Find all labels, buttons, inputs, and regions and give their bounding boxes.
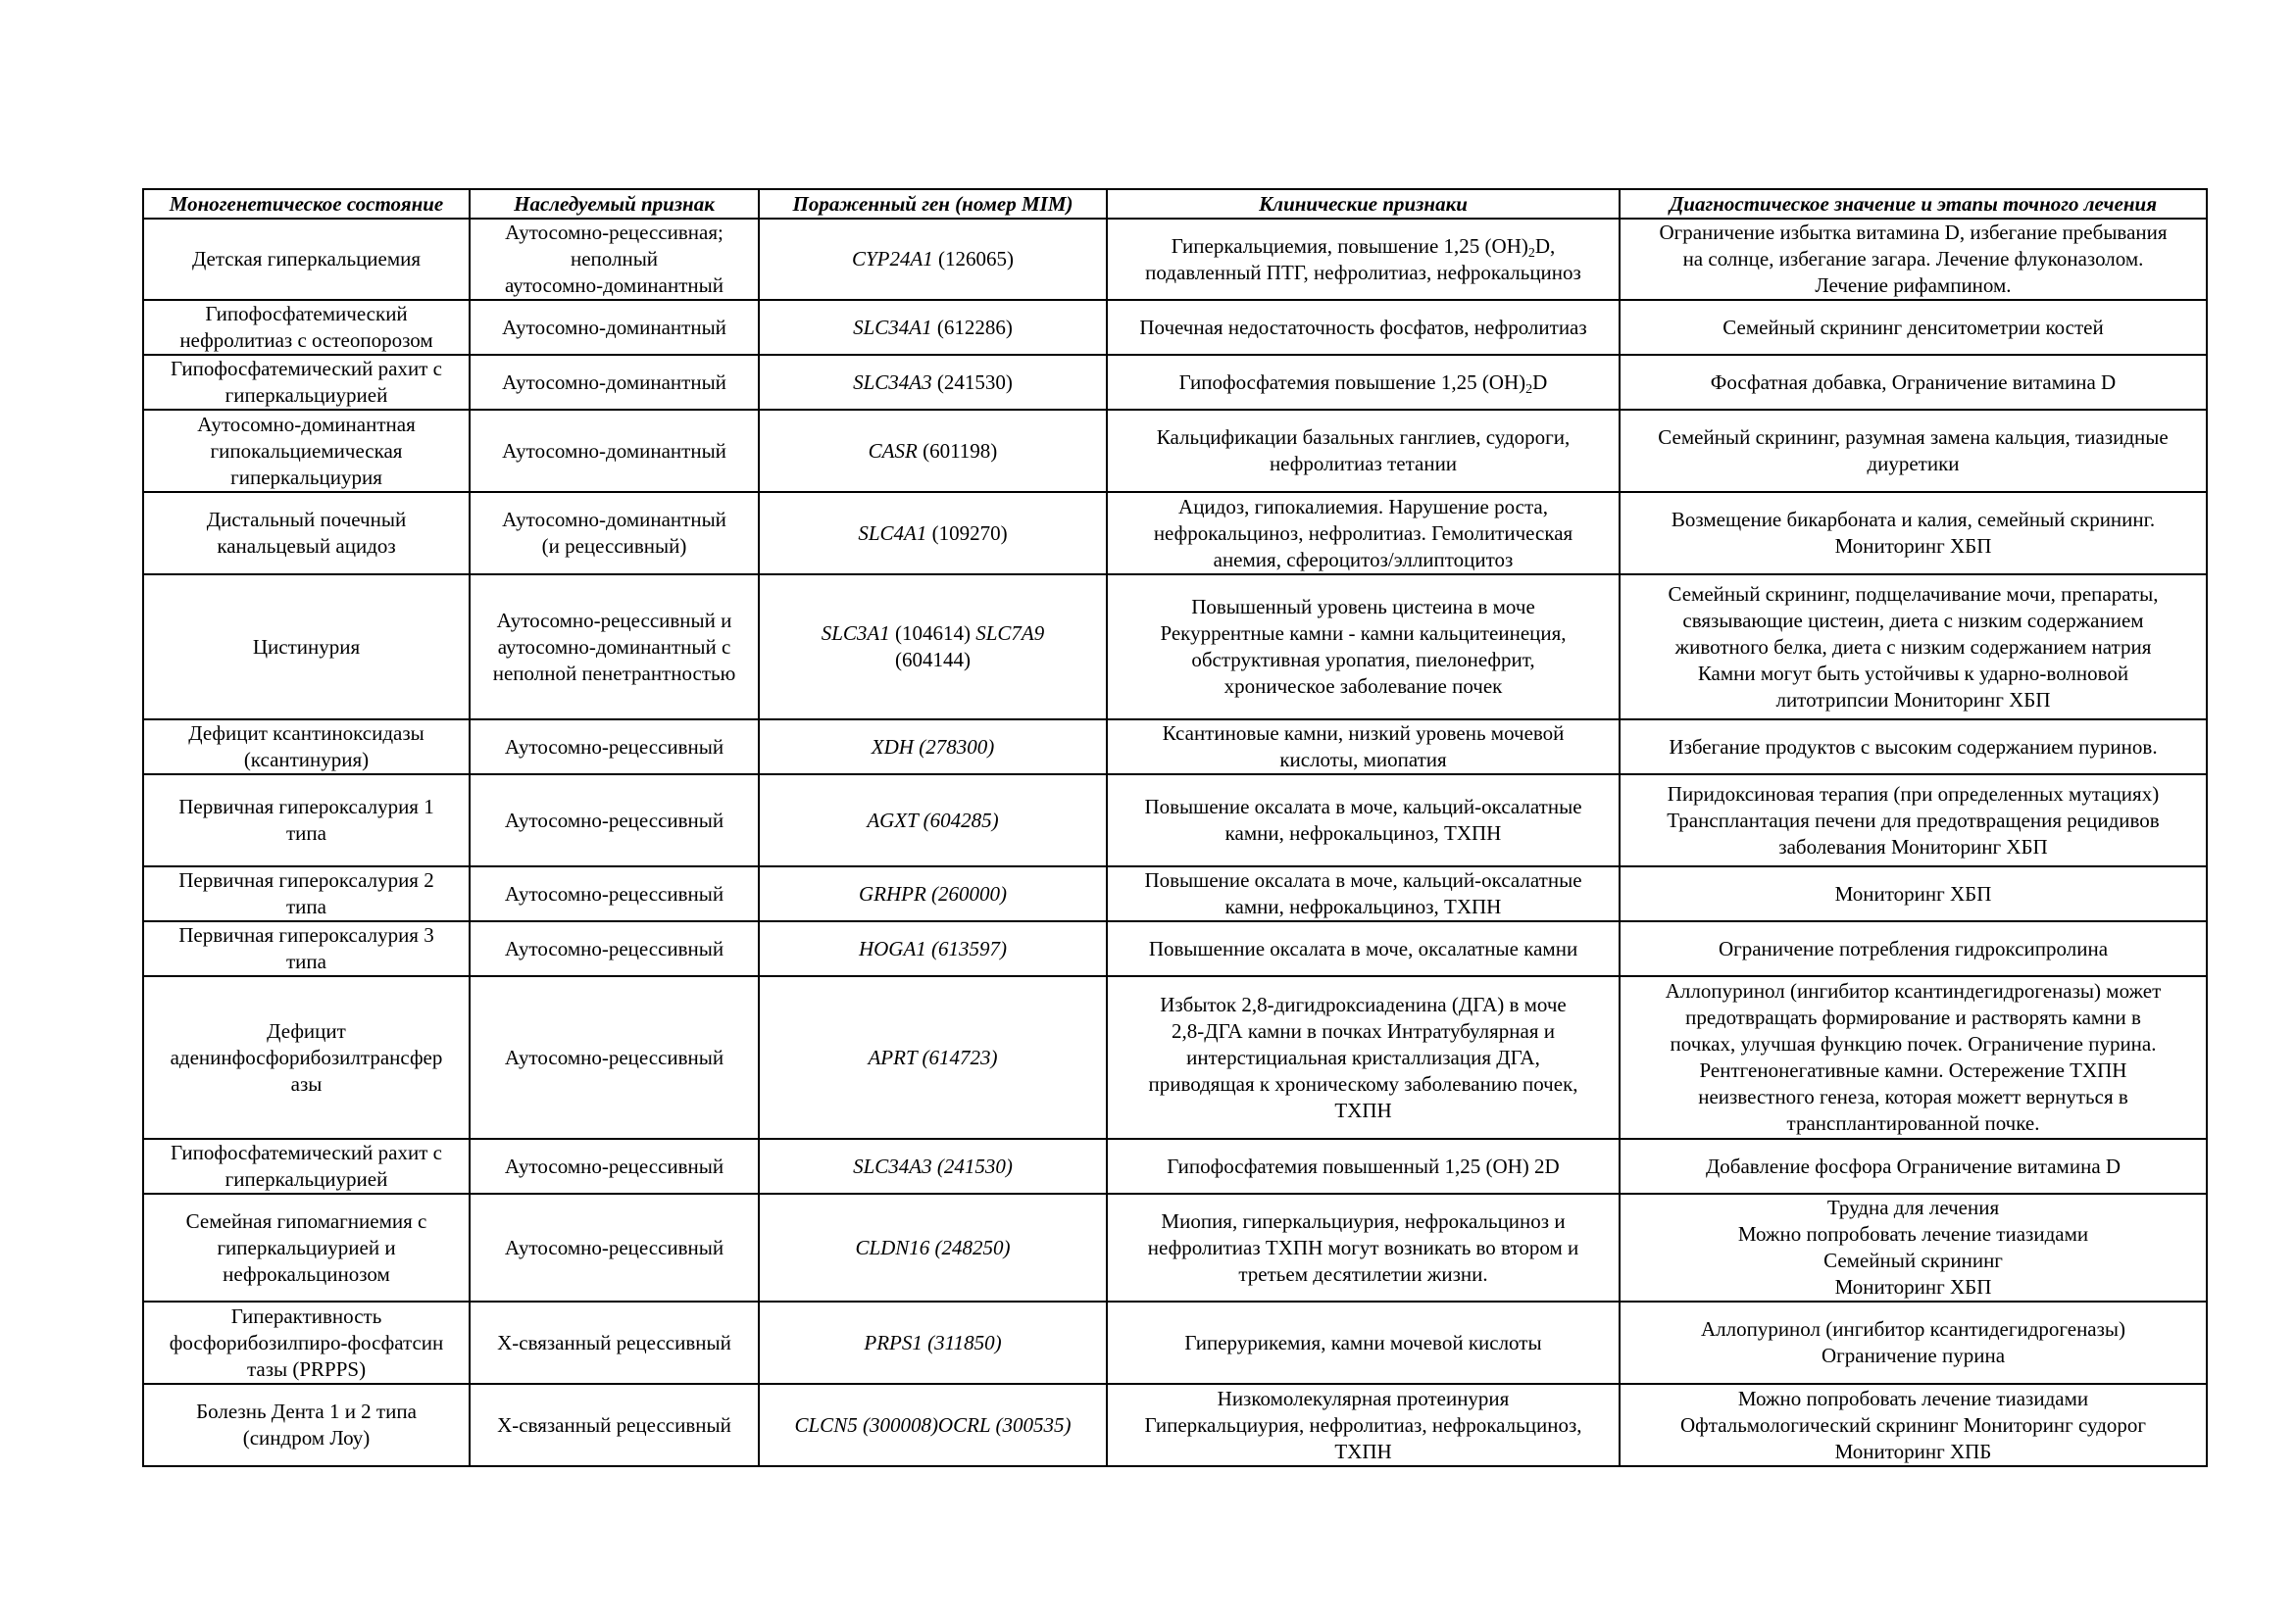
treatment-text: Семейный скрининг денситометрии костей xyxy=(1722,315,2104,339)
cell-clinical-signs xyxy=(1107,219,1620,300)
inheritance-text: Аутосомно-рецессивный xyxy=(504,881,724,906)
cell-clinical-signs xyxy=(1107,1302,1620,1384)
header-condition: Моногенетическое состояние xyxy=(143,189,470,219)
inheritance-text: Аутосомно-рецессивный xyxy=(504,1154,724,1178)
subscript-text: 2 xyxy=(1527,245,1535,261)
cell-inheritance xyxy=(470,574,759,719)
treatment-text: Ограничение избытка витамина D, избегание пребывания на солнце, избегание загара. Лечение флуконазолом. Лечение рифампином. xyxy=(1659,221,2168,297)
cell-treatment xyxy=(1620,300,2207,355)
cell-clinical-signs xyxy=(1107,866,1620,921)
clinical-signs-text: Повышение оксалата в моче, кальций-оксалатные камни, нефрокальциноз, ТХПН xyxy=(1144,868,1582,918)
cell-inheritance xyxy=(470,866,759,921)
cell-inheritance xyxy=(470,921,759,976)
cell-gene xyxy=(759,774,1107,866)
inheritance-text: Аутосомно-рецессивный xyxy=(504,1235,724,1259)
cell-treatment xyxy=(1620,1139,2207,1194)
cell-condition xyxy=(143,719,470,774)
clinical-signs-text: Повышение оксалата в моче, кальций-оксалатные камни, нефрокальциноз, ТХПН xyxy=(1144,795,1582,845)
table-row xyxy=(143,1302,2207,1384)
cell-treatment xyxy=(1620,410,2207,492)
gene-mim: (612286) xyxy=(931,315,1013,339)
clinical-signs-text-cont: D xyxy=(1532,369,1548,394)
gene-name: SLC34A3 xyxy=(853,369,932,394)
cell-treatment xyxy=(1620,921,2207,976)
table-row xyxy=(143,300,2207,355)
gene-name: CASR xyxy=(868,438,918,463)
inheritance-text: Аутосомно-рецессивная; неполный аутосомно-доминантный xyxy=(505,221,724,297)
condition-text: Первичная гипероксалурия 3 типа xyxy=(178,923,434,973)
inheritance-text: X-связанный рецессивный xyxy=(497,1412,731,1437)
cell-inheritance xyxy=(470,1384,759,1466)
treatment-text: Мониторинг ХБП xyxy=(1834,881,1992,906)
cell-treatment xyxy=(1620,574,2207,719)
cell-clinical-signs xyxy=(1107,719,1620,774)
cell-gene xyxy=(759,219,1107,300)
cell-gene xyxy=(759,921,1107,976)
gene-mim: (241530) xyxy=(931,369,1013,394)
gene-name: CLCN5 (300008)OCRL (300535) xyxy=(794,1412,1072,1437)
cell-condition xyxy=(143,219,470,300)
inheritance-text: X-связанный рецессивный xyxy=(497,1330,731,1354)
table-row xyxy=(143,410,2207,492)
gene-name: GRHPR (260000) xyxy=(858,881,1008,906)
gene-name: PRPS1 (311850) xyxy=(864,1330,1002,1354)
clinical-signs-text: Гипофосфатемия повышение 1,25 (OH) xyxy=(1178,369,1526,394)
table-row xyxy=(143,1139,2207,1194)
cell-treatment xyxy=(1620,719,2207,774)
gene-mim: (601198) xyxy=(917,438,998,463)
clinical-signs-text: Почечная недостаточность фосфатов, нефролитиаз xyxy=(1139,315,1587,339)
cell-gene xyxy=(759,976,1107,1139)
condition-text: Первичная гипероксалурия 2 типа xyxy=(178,868,434,918)
table-row xyxy=(143,492,2207,574)
condition-text: Гипофосфатемический рахит с гиперкальциурией xyxy=(171,357,442,407)
gene-name: CYP24A1 xyxy=(851,247,933,270)
cell-condition xyxy=(143,866,470,921)
cell-condition xyxy=(143,1302,470,1384)
gene-name: APRT (614723) xyxy=(868,1045,998,1069)
condition-text: Гипофосфатемический рахит с гиперкальциурией xyxy=(171,1141,442,1191)
monogenic-conditions-table xyxy=(142,188,2208,1467)
table-row xyxy=(143,719,2207,774)
inheritance-text: Аутосомно-доминантный (и рецессивный) xyxy=(502,508,726,558)
cell-clinical-signs xyxy=(1107,976,1620,1139)
cell-inheritance xyxy=(470,1194,759,1302)
cell-gene xyxy=(759,1384,1107,1466)
treatment-text: Добавление фосфора Ограничение витамина D xyxy=(1705,1154,2121,1178)
table-row xyxy=(143,976,2207,1139)
cell-clinical-signs xyxy=(1107,921,1620,976)
condition-text: Цистинурия xyxy=(252,634,361,659)
inheritance-text: Аутосомно-рецессивный xyxy=(504,808,724,832)
gene-name: HOGA1 (613597) xyxy=(858,936,1008,960)
cell-inheritance xyxy=(470,355,759,410)
clinical-signs-text-cont: D, подавленный ПТГ, нефролитиаз, нефрокальциноз xyxy=(1145,233,1581,284)
cell-treatment xyxy=(1620,1194,2207,1302)
cell-condition xyxy=(143,410,470,492)
gene-name: CLDN16 (248250) xyxy=(855,1235,1011,1259)
table-row xyxy=(143,866,2207,921)
cell-gene xyxy=(759,866,1107,921)
condition-text: Детская гиперкальциемия xyxy=(191,247,422,270)
cell-clinical-signs xyxy=(1107,774,1620,866)
gene-name: AGXT (604285) xyxy=(867,808,999,832)
cell-clinical-signs xyxy=(1107,300,1620,355)
inheritance-text: Аутосомно-доминантный xyxy=(502,369,726,394)
cell-inheritance xyxy=(470,1302,759,1384)
cell-inheritance xyxy=(470,719,759,774)
clinical-signs-text: Повышенный уровень цистеина в моче Рекуррентные камни - камни кальцитеинеция, обструктивная уропатия, пиелонефрит, хроническое заболевание почек xyxy=(1160,595,1567,698)
gene-mim: (126065) xyxy=(932,247,1015,270)
condition-text: Аутосомно-доминантная гипокальциемическая гиперкальциурия xyxy=(197,412,416,489)
table-row xyxy=(143,355,2207,410)
inheritance-text: Аутосомно-доминантный xyxy=(502,438,726,463)
cell-condition xyxy=(143,492,470,574)
clinical-signs-text: Ацидоз, гипокалиемия. Нарушение роста, нефрокальциноз, нефролитиаз. Гемолитическая анемия, сфероцитоз/эллиптоцитоз xyxy=(1153,494,1573,571)
cell-clinical-signs xyxy=(1107,355,1620,410)
cell-treatment xyxy=(1620,866,2207,921)
cell-gene xyxy=(759,1139,1107,1194)
treatment-text: Семейный скрининг, разумная замена кальция, тиазидные диуретики xyxy=(1658,425,2169,475)
cell-clinical-signs xyxy=(1107,1384,1620,1466)
cell-condition xyxy=(143,1384,470,1466)
condition-text: Болезнь Дента 1 и 2 типа (синдром Лоу) xyxy=(196,1400,417,1450)
cell-inheritance xyxy=(470,300,759,355)
clinical-signs-text: Низкомолекулярная протеинурия Гиперкальциурия, нефролитиаз, нефрокальциноз, ТХПН xyxy=(1144,1386,1582,1463)
condition-text: Гипофосфатемический нефролитиаз с остеопорозом xyxy=(179,302,433,352)
gene-mim: (109270) xyxy=(926,520,1008,545)
table-row xyxy=(143,574,2207,719)
treatment-text: Ограничение потребления гидроксипролина xyxy=(1718,936,2109,960)
header-inheritance: Наследуемый признак xyxy=(470,189,759,219)
cell-clinical-signs xyxy=(1107,1139,1620,1194)
cell-clinical-signs xyxy=(1107,574,1620,719)
treatment-text: Аллопуринол (ингибитор ксантиндегидрогеназы) может предотвращать формирование и растворять камни в почках, улучшая функцию почек. Ограничение пурина. Рентгенонегативные камни. Остережение ТХПН неизвестного генеза, которая можетт вернуться в трансплантированной почке. xyxy=(1665,979,2162,1135)
cell-inheritance xyxy=(470,492,759,574)
inheritance-text: Аутосомно-рецессивный и аутосомно-доминантный с неполной пенетрантностью xyxy=(492,608,736,685)
condition-text: Дефицит ксантиноксидазы (ксантинурия) xyxy=(188,721,424,771)
condition-text: Первичная гипероксалурия 1 типа xyxy=(178,795,434,845)
cell-condition xyxy=(143,1194,470,1302)
gene-name: XDH (278300) xyxy=(871,734,995,759)
table-row xyxy=(143,774,2207,866)
cell-condition xyxy=(143,1139,470,1194)
table-row xyxy=(143,1194,2207,1302)
condition-text: Гиперактивность фосфорибозилпиро-фосфатсин тазы (PRPPS) xyxy=(169,1303,444,1381)
cell-gene xyxy=(759,1302,1107,1384)
clinical-signs-text: Гипофосфатемия повышенный 1,25 (OH) 2D xyxy=(1167,1154,1560,1178)
cell-inheritance xyxy=(470,774,759,866)
clinical-signs-text: Кальцификации базальных ганглиев, судороги, нефролитиаз тетании xyxy=(1156,425,1571,475)
gene-name: SLC34A1 xyxy=(853,315,932,339)
clinical-signs-text: Гиперурикемия, камни мочевой кислоты xyxy=(1184,1330,1542,1354)
clinical-signs-text: Повышенние оксалата в моче, оксалатные камни xyxy=(1148,936,1578,960)
cell-gene xyxy=(759,355,1107,410)
gene-mim: (104614) xyxy=(889,621,976,645)
table-row xyxy=(143,219,2207,300)
cell-treatment xyxy=(1620,976,2207,1139)
cell-gene xyxy=(759,410,1107,492)
cell-condition xyxy=(143,355,470,410)
inheritance-text: Аутосомно-рецессивный xyxy=(504,936,724,960)
inheritance-text: Аутосомно-рецессивный xyxy=(504,734,724,759)
cell-treatment xyxy=(1620,1302,2207,1384)
cell-condition xyxy=(143,300,470,355)
cell-clinical-signs xyxy=(1107,492,1620,574)
cell-gene xyxy=(759,1194,1107,1302)
cell-clinical-signs xyxy=(1107,1194,1620,1302)
cell-treatment xyxy=(1620,355,2207,410)
cell-inheritance xyxy=(470,219,759,300)
clinical-signs-text: Ксантиновые камни, низкий уровень мочевой кислоты, миопатия xyxy=(1162,721,1565,771)
cell-inheritance xyxy=(470,1139,759,1194)
cell-condition xyxy=(143,921,470,976)
cell-treatment xyxy=(1620,774,2207,866)
cell-inheritance xyxy=(470,976,759,1139)
table-body xyxy=(143,219,2207,1466)
treatment-text: Трудна для лечения Можно попробовать лечение тиазидами Семейный скрининг Мониторинг ХБП xyxy=(1737,1196,2089,1299)
cell-gene xyxy=(759,300,1107,355)
gene-name: SLC4A1 xyxy=(858,520,927,545)
cell-gene xyxy=(759,719,1107,774)
table-row xyxy=(143,921,2207,976)
header-clinical-signs: Клинические признаки xyxy=(1107,189,1620,219)
clinical-signs-text: Миопия, гиперкальциурия, нефрокальциноз и нефролитиаз ТХПН могут возникать во втором и третьем десятилетии жизни. xyxy=(1147,1208,1579,1286)
cell-condition xyxy=(143,774,470,866)
treatment-text: Возмещение бикарбоната и калия, семейный скрининг. Мониторинг ХБП xyxy=(1671,508,2156,558)
cell-treatment xyxy=(1620,219,2207,300)
treatment-text: Пиридоксиновая терапия (при определенных мутациях) Трансплантация печени для предотвращения рецидивов заболевания Мониторинг ХБП xyxy=(1667,781,2160,859)
gene-name: SLC34A3 (241530) xyxy=(853,1154,1013,1178)
cell-inheritance xyxy=(470,410,759,492)
cell-condition xyxy=(143,574,470,719)
treatment-text: Фосфатная добавка, Ограничение витамина D xyxy=(1710,369,2117,394)
cell-condition xyxy=(143,976,470,1139)
gene-mim-2: (604144) xyxy=(895,648,971,671)
header-treatment: Диагностическое значение и этапы точного лечения xyxy=(1620,189,2207,219)
cell-clinical-signs xyxy=(1107,410,1620,492)
clinical-signs-text: Гиперкальциемия, повышение 1,25 (OH) xyxy=(1171,233,1528,258)
clinical-signs-text: Избыток 2,8-дигидроксиаденина (ДГА) в моче 2,8-ДГА камни в почках Интратубулярная и интерстициальная кристаллизация ДГА, приводящая к хроническому заболеванию почек, ТХПН xyxy=(1148,992,1578,1122)
header-gene: Пораженный ген (номер MIM) xyxy=(759,189,1107,219)
treatment-text: Аллопуринол (ингибитор ксантидегидрогеназы) Ограничение пурина xyxy=(1700,1317,2126,1367)
cell-treatment xyxy=(1620,1384,2207,1466)
cell-gene xyxy=(759,492,1107,574)
treatment-text: Можно попробовать лечение тиазидами Офтальмологический скрининг Мониторинг судорог Мониторинг ХПБ xyxy=(1680,1386,2146,1463)
gene-name: SLC3A1 xyxy=(821,621,890,645)
condition-text: Дистальный почечный канальцевый ацидоз xyxy=(206,508,407,558)
treatment-text: Избегание продуктов с высоким содержанием пуринов. xyxy=(1669,734,2158,759)
table-row xyxy=(143,1384,2207,1466)
table-header-row xyxy=(143,189,2207,219)
cell-treatment xyxy=(1620,492,2207,574)
condition-text: Дефицит аденинфосфорибозилтрансфер азы xyxy=(170,1018,443,1096)
inheritance-text: Аутосомно-доминантный xyxy=(502,315,726,339)
subscript-text: 2 xyxy=(1525,381,1533,397)
inheritance-text: Аутосомно-рецессивный xyxy=(504,1045,724,1069)
gene-name-2: SLC7A9 xyxy=(975,621,1045,645)
condition-text: Семейная гипомагниемия с гиперкальциурией и нефрокальцинозом xyxy=(185,1208,427,1286)
cell-gene xyxy=(759,574,1107,719)
treatment-text: Семейный скрининг, подщелачивание мочи, препараты, связывающие цистеин, диета с низким содержанием животного белка, диета с низким содержанием натрия Камни могут быть устойчивы к ударно-волновой литотрипсии Мониторинг ХБП xyxy=(1668,581,2159,712)
